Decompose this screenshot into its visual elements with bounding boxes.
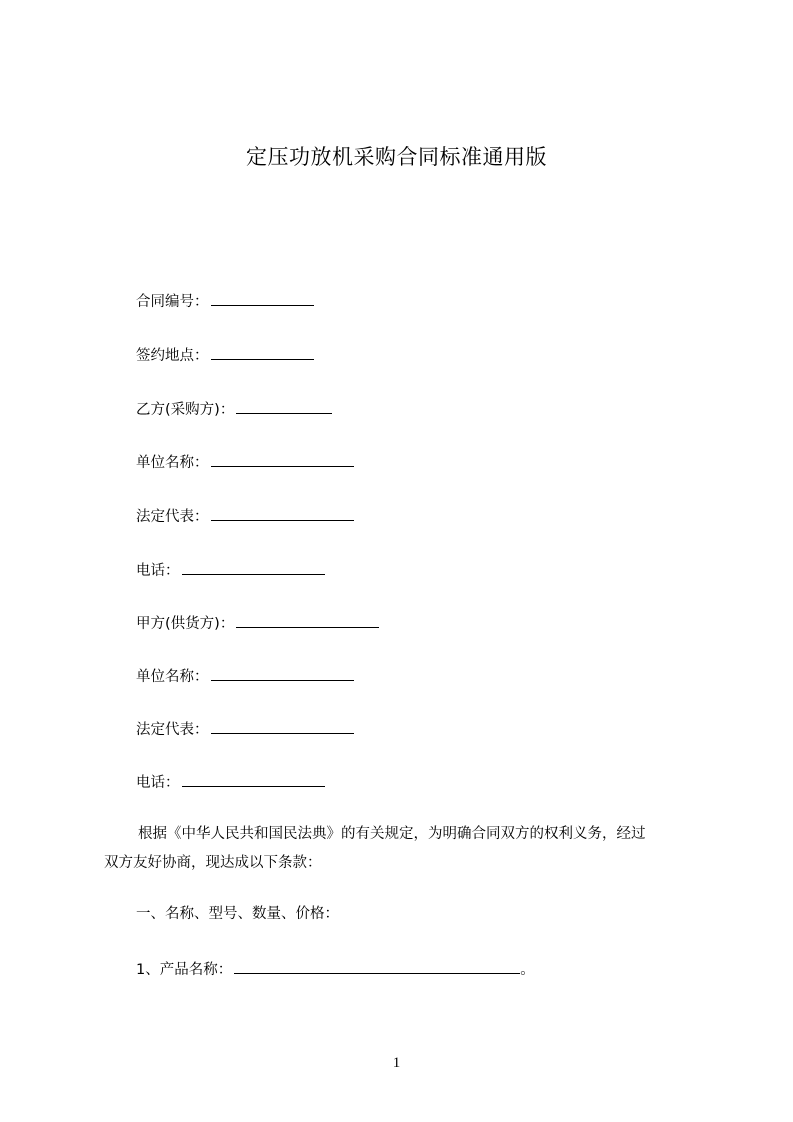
party-b-phone-label: 电话： [136,563,180,579]
party-a-legal-rep-blank[interactable] [211,719,354,734]
intro-line-2: 双方友好协商，现达成以下条款： [104,855,322,871]
party-b-unit-name-blank[interactable] [211,452,354,467]
party-b-phone-field [136,560,325,581]
product-name-label: 1、产品名称： [136,962,233,978]
contract-number-field [136,291,314,312]
party-a-blank[interactable] [236,613,379,628]
party-a-field [136,613,379,634]
contract-number-label: 合同编号： [136,294,209,310]
party-b-legal-rep-blank[interactable] [211,506,354,521]
signing-place-field [136,345,314,366]
product-name-field [136,959,535,980]
document-title: 定压功放机采购合同标准通用版 [246,145,547,169]
page-number: 1 [392,1055,401,1071]
party-a-unit-name-field [136,666,354,687]
party-a-label: 甲方(供货方)： [136,616,235,632]
party-b-legal-rep-label: 法定代表： [136,509,209,525]
signing-place-blank[interactable] [211,345,314,360]
party-b-label: 乙方(采购方)： [136,402,235,418]
party-a-phone-field [136,772,325,793]
party-a-phone-label: 电话： [136,775,180,791]
intro-line-1-text: 根据《中华人民共和国民法典》的有关规定，为明确合同双方的权利义务，经过 [138,826,646,842]
party-b-unit-name-field [136,452,354,473]
signing-place-label: 签约地点： [136,348,209,364]
intro-line-1 [104,820,702,849]
product-name-blank[interactable] [234,959,520,974]
contract-number-blank[interactable] [211,291,314,306]
party-b-field [136,399,332,420]
party-a-legal-rep-field [136,719,354,740]
party-b-unit-name-label: 单位名称： [136,455,209,471]
party-a-legal-rep-label: 法定代表： [136,722,209,738]
section-1-heading: 一、名称、型号、数量、价格： [136,906,339,922]
party-b-legal-rep-field [136,506,354,527]
party-a-unit-name-label: 单位名称： [136,669,209,685]
party-b-blank[interactable] [236,399,332,414]
party-a-unit-name-blank[interactable] [211,666,354,681]
party-b-phone-blank[interactable] [182,560,325,575]
product-name-period: 。 [520,962,535,978]
intro-paragraph [104,820,702,878]
party-a-phone-blank[interactable] [182,772,325,787]
